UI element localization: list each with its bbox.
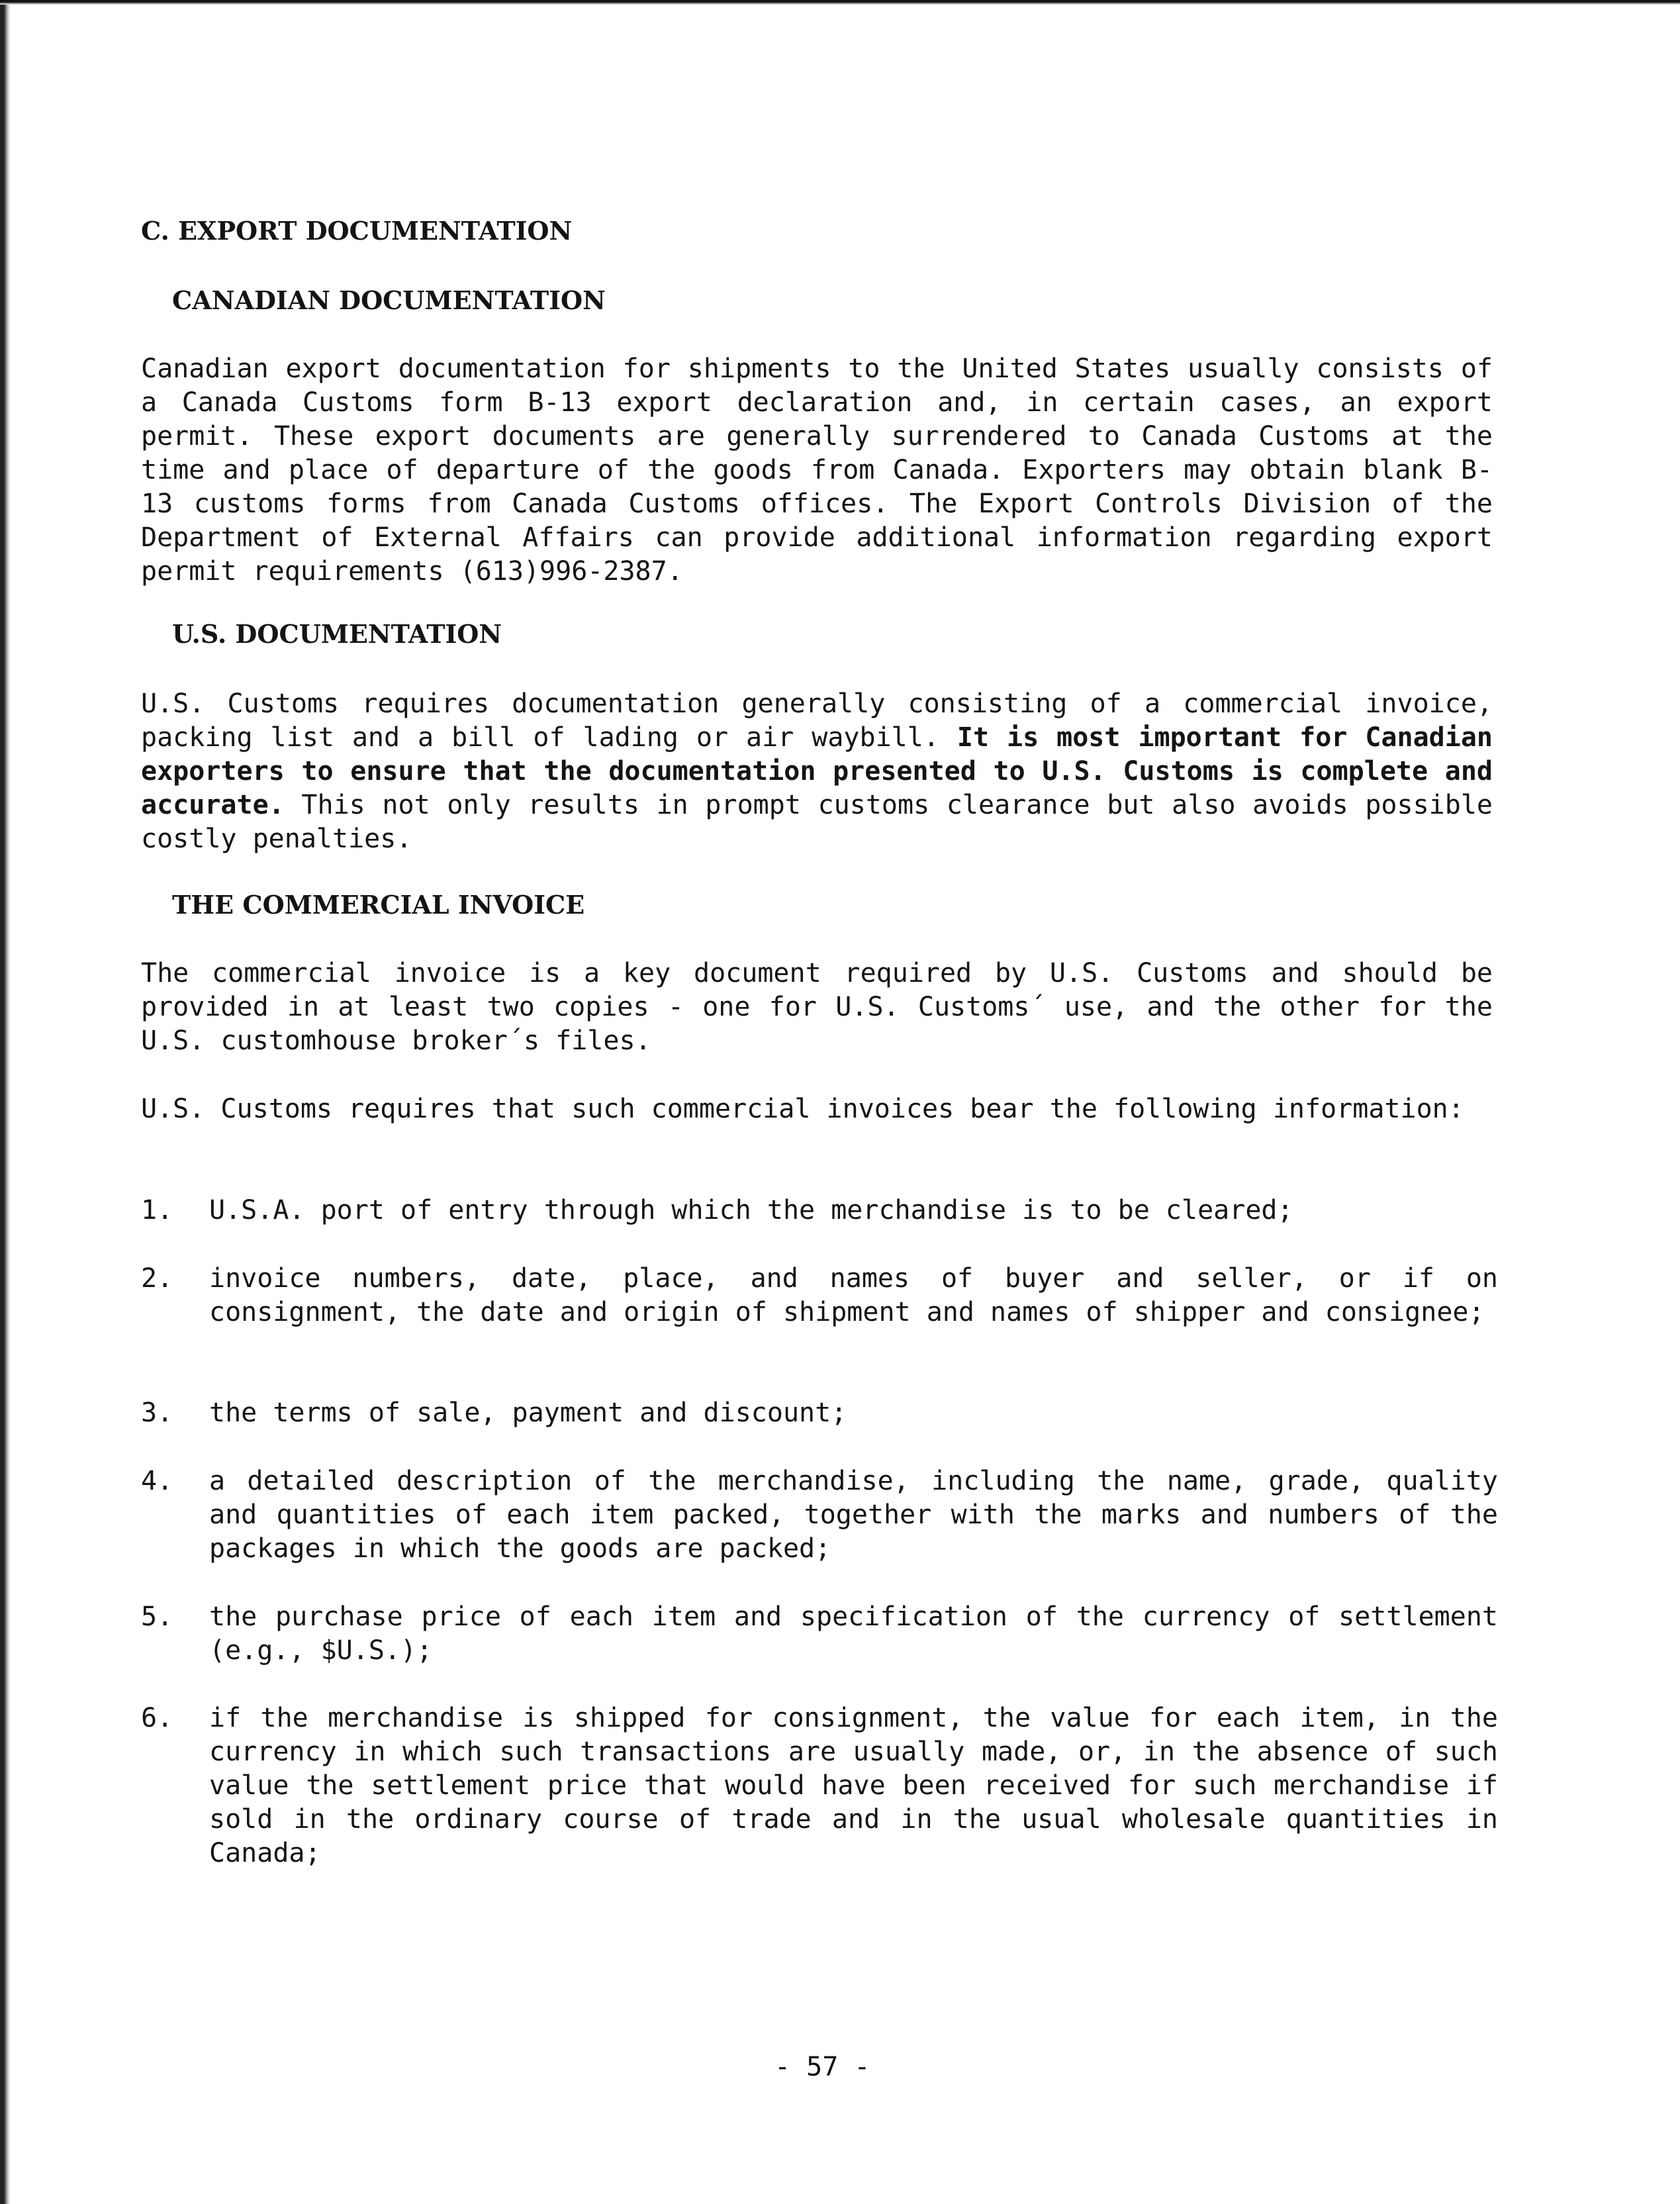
page-number: - 57 -: [774, 2052, 870, 2082]
us-documentation-paragraph: [141, 687, 1493, 856]
list-item-text: invoice numbers, date, place, and names of buyer and seller, or if on consignment, the date and origin of shipment and names of shipper and consignee;: [209, 1263, 1498, 1327]
canadian-documentation-paragraph: Canadian export documentation for shipments to the United States usually consists of a Canada Customs form B-13 export declaration and, in certain cases, an export permit. These export documents are generally surrendered to Canada Customs at the time and place of departure of the goods from Canada. Exporters may obtain blank B-13 customs forms from Canada Customs offices. The Export Controls Division of the Department of External Affairs can provide additional information regarding export permit requirements (613)996-2387.: [141, 354, 1493, 587]
section-heading: C. EXPORT DOCUMENTATION: [141, 216, 573, 246]
list-item-number: 3.: [141, 1398, 173, 1428]
scan-edge-top: [0, 0, 1680, 5]
list-item-number: 5.: [141, 1602, 173, 1632]
scan-edge-left: [0, 0, 11, 2204]
commercial-invoice-paragraph: The commercial invoice is a key document required by U.S. Customs and should be provided in at least two copies - one for U.S. Customs´ use, and the other for the U.S. customhouse broker´s files.: [141, 958, 1493, 1056]
commercial-invoice-heading: THE COMMERCIAL INVOICE: [172, 890, 585, 920]
requirements-intro-paragraph: U.S. Customs requires that such commercial invoices bear the following information:: [141, 1094, 1464, 1124]
list-item: [141, 1464, 1498, 1566]
list-item-text: the terms of sale, payment and discount;: [209, 1398, 847, 1428]
list-item-text: a detailed description of the merchandise, including the name, grade, quality and quantities of each item packed, together with the marks and numbers of the packages in which the goods are packed;: [209, 1466, 1498, 1564]
list-item-text: if the merchandise is shipped for consignment, the value for each item, in the currency in which such transactions are usually made, or, in the absence of such value the settlement price that would have been received for such merchandise if sold in the ordinary course of trade and in the usual wholesale quantities in Canada;: [209, 1703, 1498, 1868]
list-item-number: 1.: [141, 1195, 173, 1225]
list-item: [141, 1600, 1498, 1668]
list-item: [141, 1701, 1498, 1870]
list-item-number: 6.: [141, 1703, 173, 1733]
us-paragraph-start: U.S. Customs requires documentation generally consisting of a commercial invoice, packing list and a bill of lading or air waybill.: [141, 689, 1493, 753]
list-item-text: the purchase price of each item and specification of the currency of settlement (e.g., $U.S.);: [209, 1602, 1498, 1666]
list-item-text: U.S.A. port of entry through which the merchandise is to be cleared;: [209, 1195, 1293, 1225]
list-item-number: 4.: [141, 1466, 173, 1496]
us-documentation-heading: U.S. DOCUMENTATION: [172, 619, 502, 649]
us-paragraph-end: This not only results in prompt customs clearance but also avoids possible costly penalties.: [141, 790, 1493, 854]
list-item-number: 2.: [141, 1263, 173, 1294]
list-item: [141, 1396, 1498, 1430]
us-paragraph-emphasis: It is most important for Canadian exporters to ensure that the documentation presented to U.S. Customs is complete and accurate.: [141, 722, 1493, 820]
list-item: [141, 1194, 1498, 1227]
list-item: [141, 1262, 1498, 1329]
canadian-documentation-heading: CANADIAN DOCUMENTATION: [172, 285, 606, 315]
